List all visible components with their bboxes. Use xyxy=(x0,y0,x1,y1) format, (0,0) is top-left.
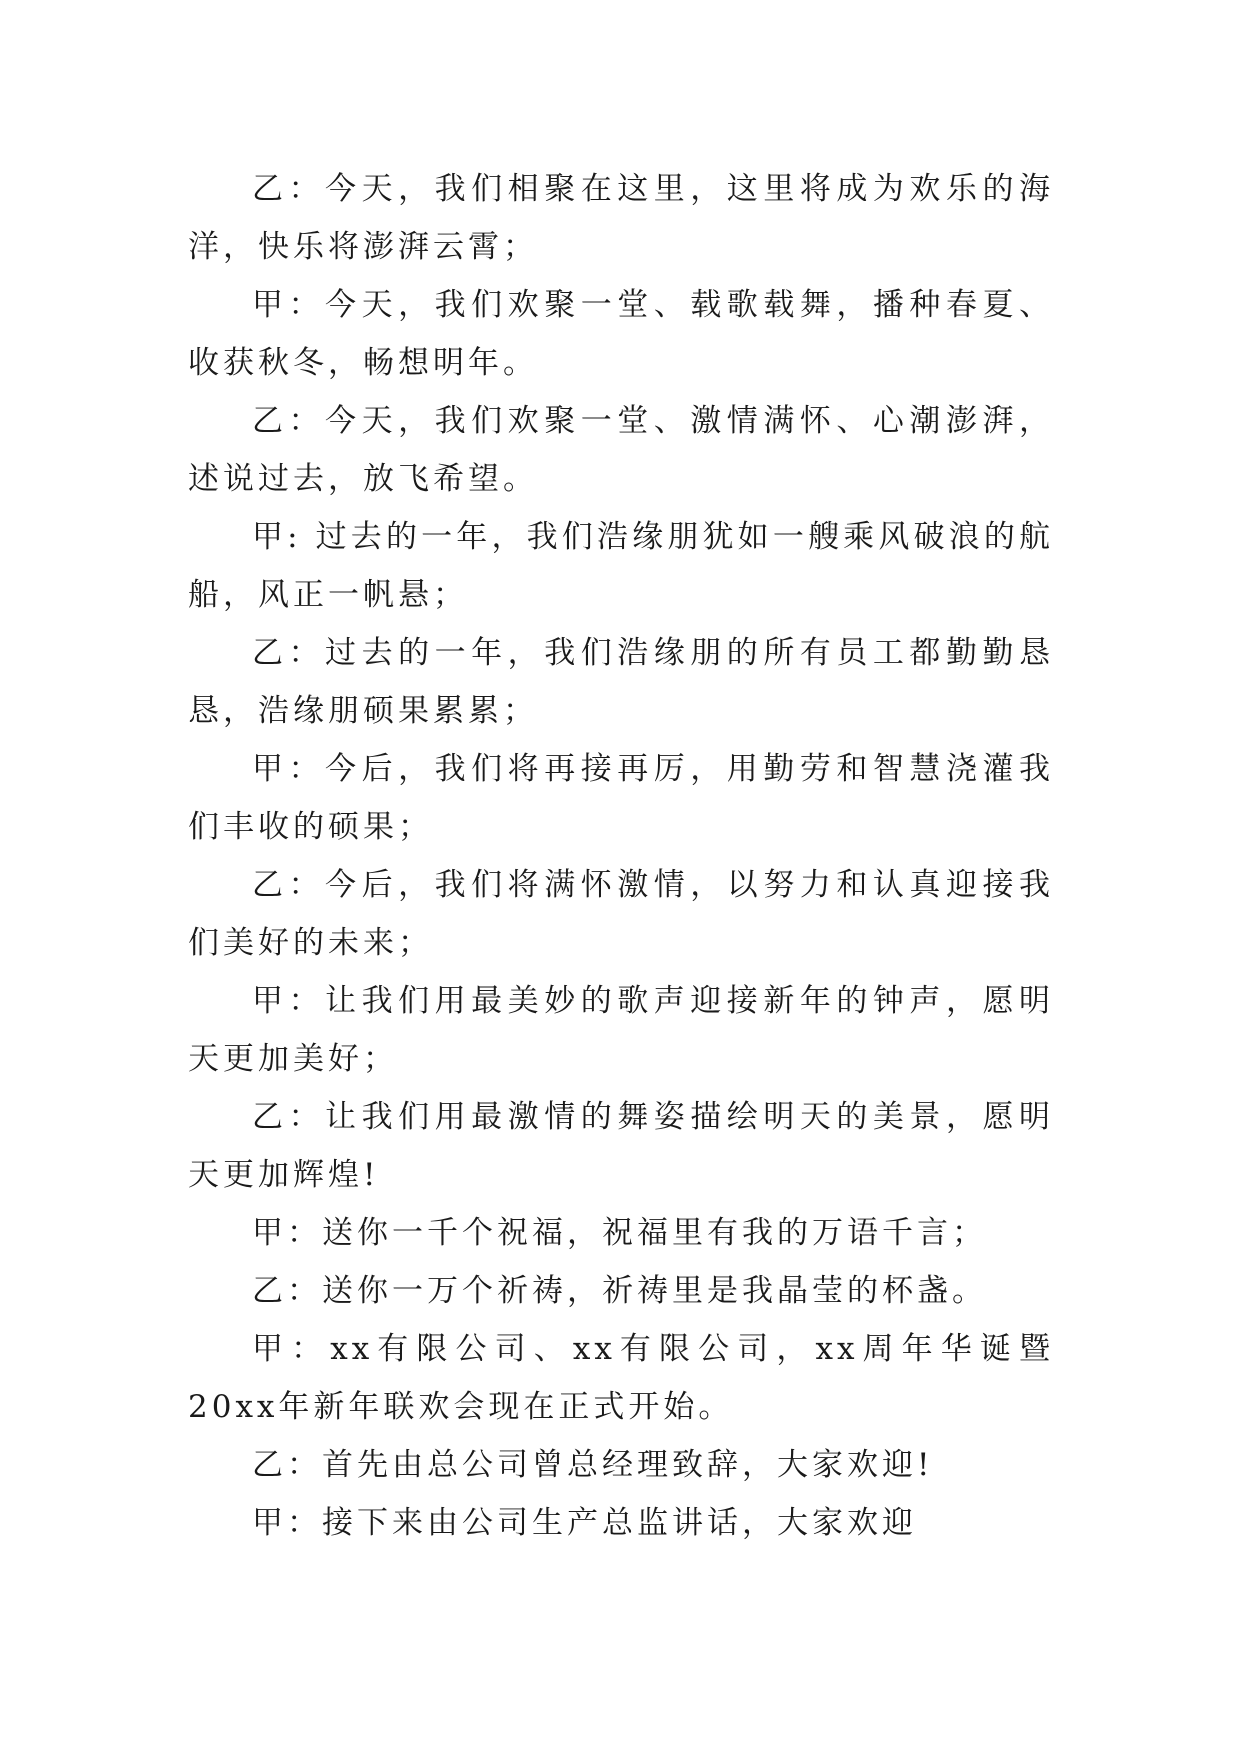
paragraph: 乙：过去的一年，我们浩缘朋的所有员工都勤勤恳恳，浩缘朋硕果累累； xyxy=(188,635,1054,729)
paragraph: 甲：xx有限公司、xx有限公司，xx周年华诞暨20xx年新年联欢会现在正式开始。 xyxy=(188,1331,1054,1425)
paragraph: 甲：今天，我们欢聚一堂、载歌载舞，播种春夏、收获秋冬，畅想明年。 xyxy=(188,287,1054,381)
paragraph: 乙：今天，我们欢聚一堂、激情满怀、心潮澎湃，述说过去，放飞希望。 xyxy=(188,403,1054,497)
paragraph: 乙：今天，我们相聚在这里，这里将成为欢乐的海洋，快乐将澎湃云霄； xyxy=(188,171,1054,265)
paragraph: 乙：今后，我们将满怀激情，以努力和认真迎接我们美好的未来； xyxy=(188,867,1054,961)
paragraph: 甲：接下来由公司生产总监讲话，大家欢迎 xyxy=(252,1505,917,1541)
paragraph: 甲：让我们用最美妙的歌声迎接新年的钟声，愿明天更加美好； xyxy=(188,983,1054,1077)
paragraph: 甲：送你一千个祝福，祝福里有我的万语千言； xyxy=(252,1215,987,1251)
document-body xyxy=(188,160,1054,1552)
paragraph: 乙：首先由总公司曾总经理致辞，大家欢迎! xyxy=(252,1447,934,1483)
paragraph: 甲: 过去的一年，我们浩缘朋犹如一艘乘风破浪的航船，风正一帆悬； xyxy=(188,519,1054,613)
paragraph: 甲：今后，我们将再接再厉，用勤劳和智慧浇灌我们丰收的硕果； xyxy=(188,751,1054,845)
paragraph: 乙：送你一万个祈祷，祈祷里是我晶莹的杯盏。 xyxy=(252,1273,987,1309)
paragraph: 乙：让我们用最激情的舞姿描绘明天的美景，愿明天更加辉煌! xyxy=(188,1099,1054,1193)
